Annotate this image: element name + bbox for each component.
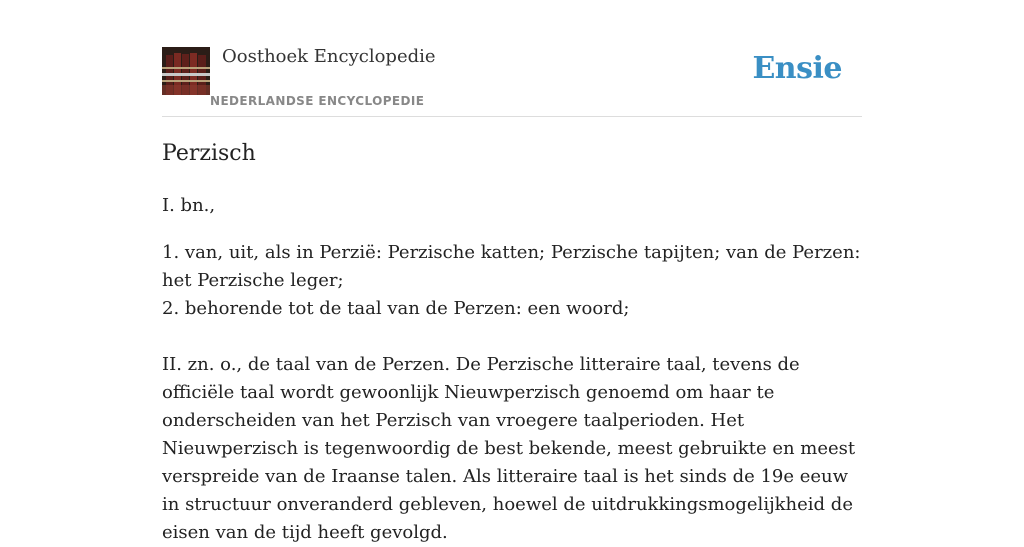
senses-block bbox=[162, 239, 862, 323]
entry-title: Perzisch bbox=[162, 141, 256, 166]
part1-heading: I. bn., bbox=[162, 195, 216, 216]
site-name[interactable]: Oosthoek Encyclopedie bbox=[222, 46, 436, 67]
encyclopedia-books-icon bbox=[162, 47, 210, 95]
site-header bbox=[162, 0, 862, 117]
entry-content bbox=[162, 138, 862, 547]
sense-1: 1. van, uit, als in Perzië: Perzische katten; Perzische tapijten; van de Perzen: het Perzische leger; bbox=[162, 242, 861, 291]
site-logo-avatar[interactable] bbox=[162, 47, 210, 95]
part2-text: II. zn. o., de taal van de Perzen. De Perzische litteraire taal, tevens de officiële taal wordt gewoonlijk Nieuwperzisch genoemd om haar te onderscheiden van het Perzisch van vroegere taalperioden. Het Nieuwperzisch is tegenwoordig de best bekende, meest gebruikte en meest verspreide van de Iraanse talen. Als litteraire taal is het sinds de 19e eeuw in structuur onveranderd gebleven, hoewel de uitdrukkingsmogelijkheid de eisen van de tijd heeft gevolgd. bbox=[162, 354, 856, 543]
sense-2: 2. behorende tot de taal van de Perzen: een woord; bbox=[162, 298, 630, 319]
ensie-brand-logo[interactable]: Ensie bbox=[752, 51, 842, 86]
site-tagline: NEDERLANDSE ENCYCLOPEDIE bbox=[210, 94, 425, 108]
